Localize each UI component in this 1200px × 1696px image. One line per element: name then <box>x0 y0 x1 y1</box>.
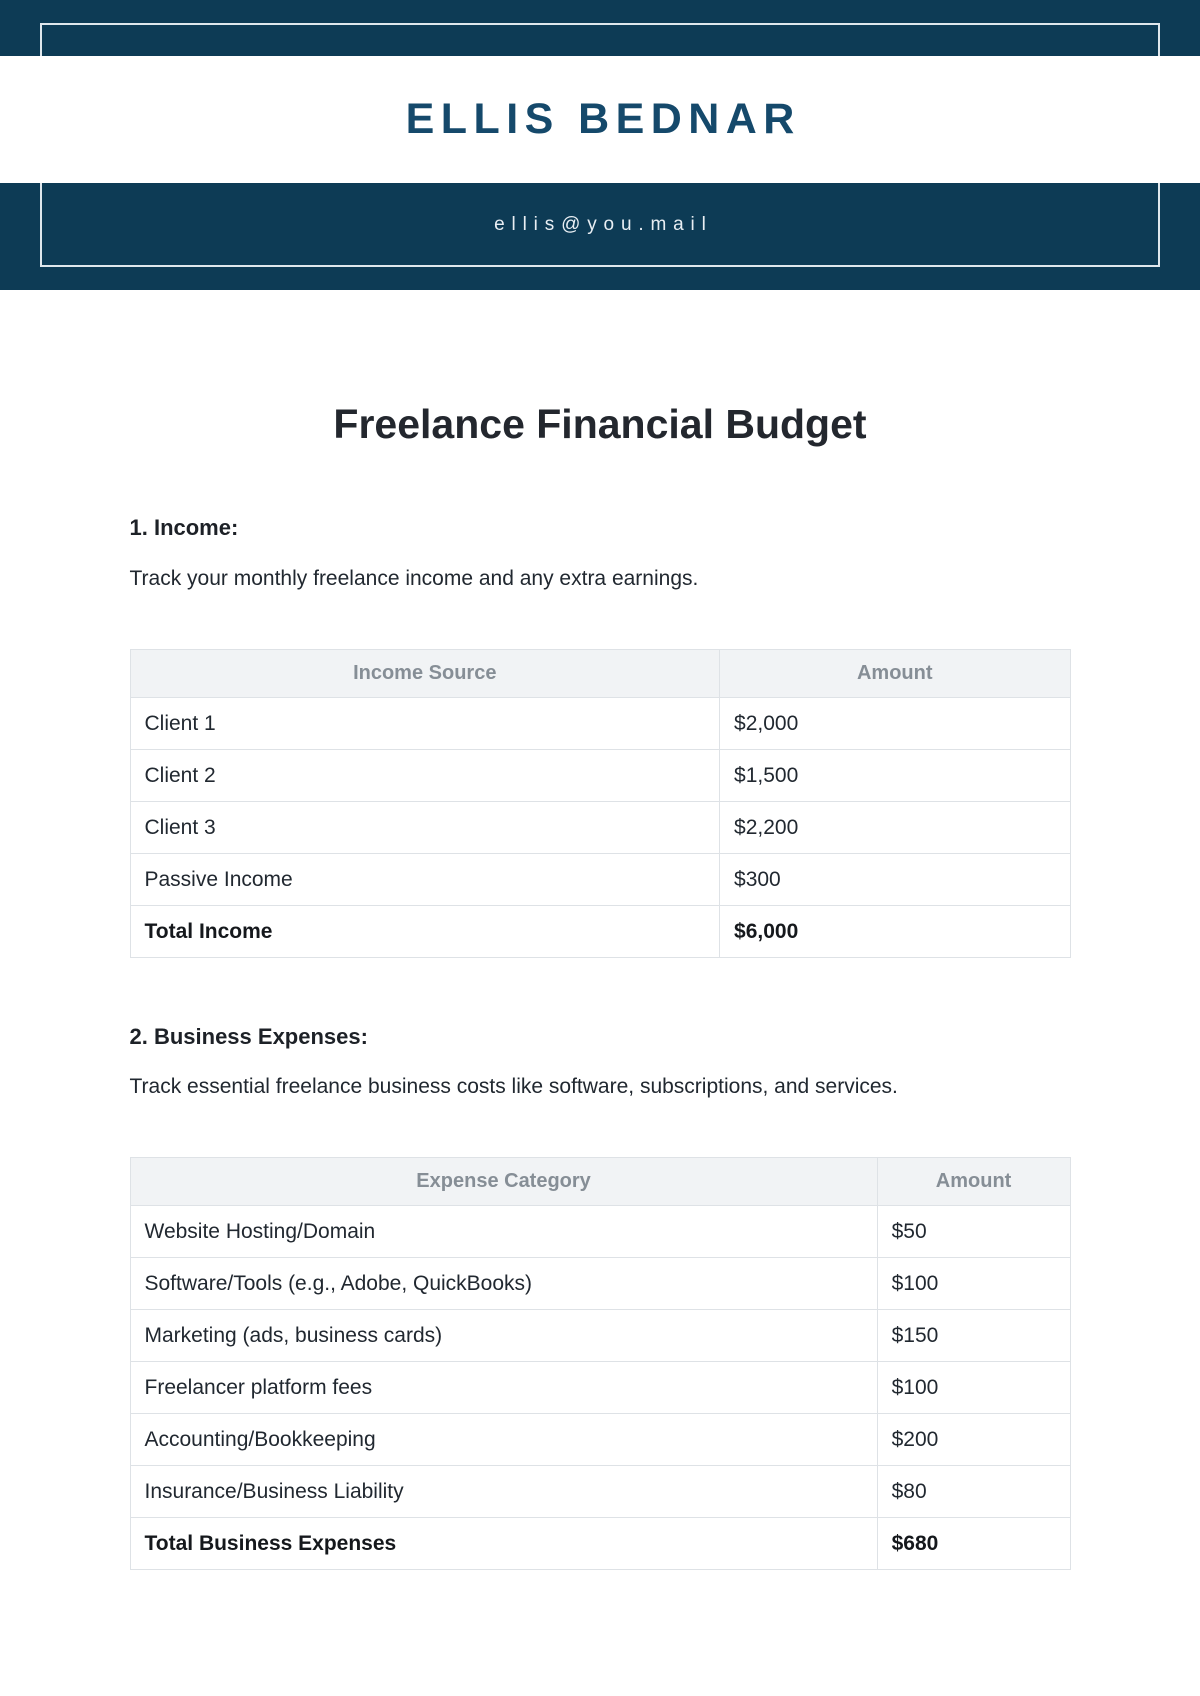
table-row <box>130 749 1070 801</box>
letterhead <box>0 0 1200 290</box>
table-header-row <box>130 649 1070 697</box>
income-total-label: Total Income <box>130 905 720 957</box>
income-source-cell: Client 3 <box>130 801 720 853</box>
expenses-total-row <box>130 1518 1070 1570</box>
income-amount-cell: $2,200 <box>720 801 1070 853</box>
income-amount-column-header: Amount <box>720 649 1070 697</box>
table-row <box>130 1414 1070 1466</box>
expense-category-column-header: Expense Category <box>130 1158 877 1206</box>
expense-category-cell: Insurance/Business Liability <box>130 1466 877 1518</box>
table-row <box>130 1206 1070 1258</box>
section-description-expenses: Track essential freelance business costs like software, subscriptions, and services. <box>129 1075 898 1099</box>
profile-email: ellis@you.mail <box>494 214 713 235</box>
table-row <box>130 801 1070 853</box>
table-row <box>130 853 1070 905</box>
expenses-table-header <box>130 1158 1070 1206</box>
document-body <box>130 400 1071 1570</box>
name-band <box>0 56 1200 183</box>
expense-amount-cell: $150 <box>877 1310 1070 1362</box>
expense-category-cell: Website Hosting/Domain <box>130 1206 877 1258</box>
section-heading-income: 1. Income: <box>129 515 239 541</box>
table-row <box>130 1362 1070 1414</box>
table-row <box>130 1466 1070 1518</box>
income-table <box>130 649 1071 958</box>
income-total-amount: $6,000 <box>720 905 1070 957</box>
expense-category-cell: Software/Tools (e.g., Adobe, QuickBooks) <box>130 1258 877 1310</box>
table-row <box>130 1310 1070 1362</box>
income-source-cell: Passive Income <box>130 853 720 905</box>
expense-amount-column-header: Amount <box>877 1158 1070 1206</box>
income-source-cell: Client 1 <box>130 697 720 749</box>
expenses-total-amount: $680 <box>877 1518 1070 1570</box>
income-amount-cell: $2,000 <box>720 697 1070 749</box>
income-source-cell: Client 2 <box>130 749 720 801</box>
income-amount-cell: $1,500 <box>720 749 1070 801</box>
income-amount-cell: $300 <box>720 853 1070 905</box>
expenses-table <box>130 1157 1071 1570</box>
table-row <box>130 1258 1070 1310</box>
income-table-header <box>130 649 1070 697</box>
expense-amount-cell: $50 <box>877 1206 1070 1258</box>
expense-category-cell: Marketing (ads, business cards) <box>130 1310 877 1362</box>
expense-category-cell: Accounting/Bookkeeping <box>130 1414 877 1466</box>
document-title: Freelance Financial Budget <box>333 401 867 447</box>
expense-amount-cell: $200 <box>877 1414 1070 1466</box>
expense-amount-cell: $80 <box>877 1466 1070 1518</box>
table-row <box>130 697 1070 749</box>
expense-amount-cell: $100 <box>877 1258 1070 1310</box>
income-total-row <box>130 905 1070 957</box>
expenses-total-label: Total Business Expenses <box>130 1518 877 1570</box>
section-heading-expenses: 2. Business Expenses: <box>129 1023 368 1049</box>
income-source-column-header: Income Source <box>130 649 720 697</box>
expense-category-cell: Freelancer platform fees <box>130 1362 877 1414</box>
profile-name: ELLIS BEDNAR <box>405 95 801 143</box>
table-header-row <box>130 1158 1070 1206</box>
section-description-income: Track your monthly freelance income and any extra earnings. <box>129 566 699 590</box>
email-band <box>0 183 1200 267</box>
expense-amount-cell: $100 <box>877 1362 1070 1414</box>
